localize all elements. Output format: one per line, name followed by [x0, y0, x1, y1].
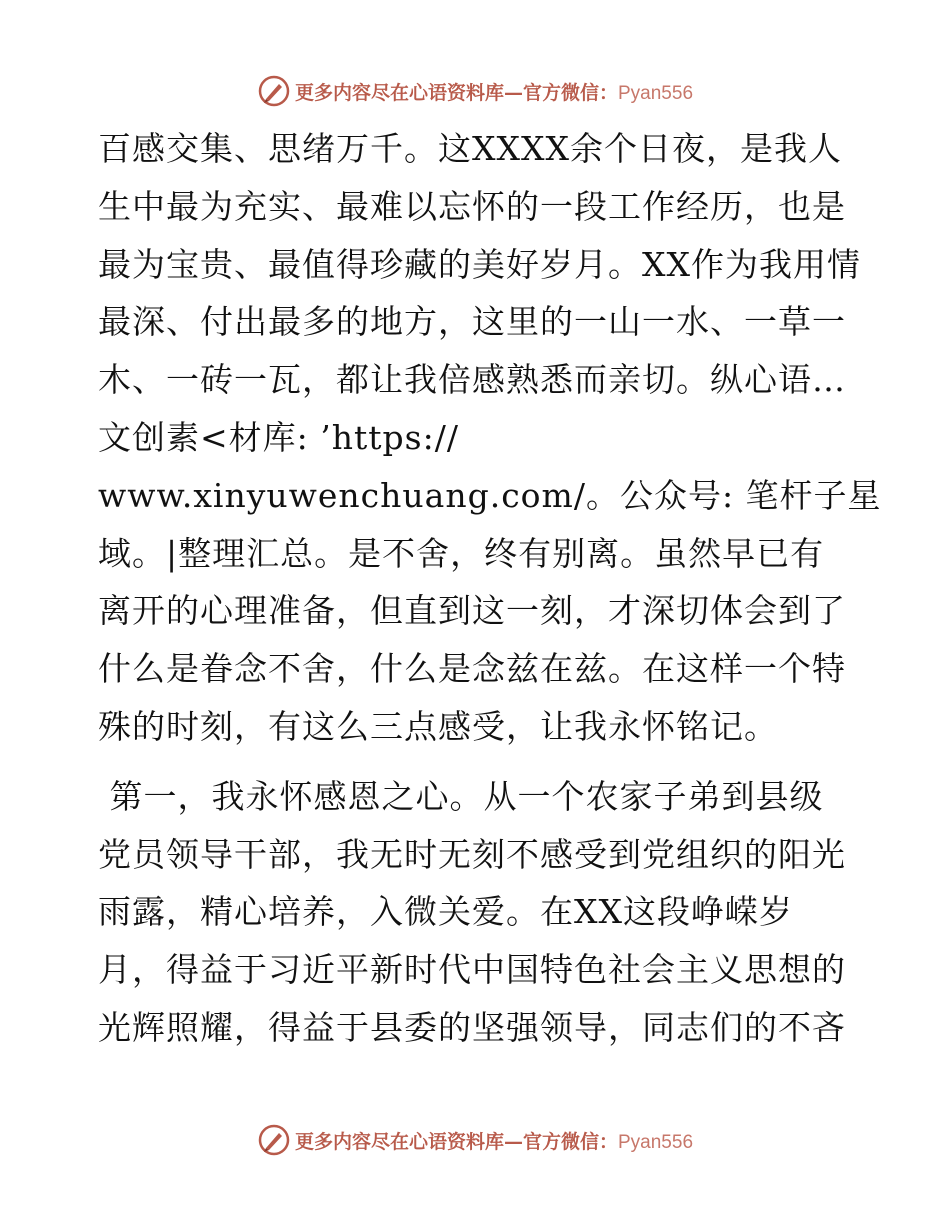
text-line: 第一，我永怀感恩之心。从一个农家子弟到县级 [98, 776, 824, 816]
text-line: 最为宝贵、最值得珍藏的美好岁月。XX作为我用情 [98, 244, 861, 284]
pen-logo-icon [257, 74, 291, 108]
text-line: 光辉照耀，得益于县委的坚强领导，同志们的不吝 [98, 1007, 846, 1047]
text-line: www.xinyuwenchuang.com/。公众号: 笔杆子星 [98, 475, 882, 515]
text-line: 党员领导干部，我无时无刻不感受到党组织的阳光 [98, 834, 846, 874]
text-line: 月，得益于习近平新时代中国特色社会主义思想的 [98, 950, 846, 990]
text-line: 离开的心理准备，但直到这一刻，才深切体会到了 [98, 591, 846, 631]
paragraph [98, 768, 858, 1057]
paragraph [98, 120, 882, 756]
text-line: 雨露，精心培养，入微关爱。在XX这段峥嵘岁 [98, 892, 793, 932]
watermark-text: 更多内容尽在心语资料库—官方微信：Pyan556 [294, 1130, 694, 1153]
text-line: 域。|整理汇总。是不舍，终有别离。虽然早已有 [98, 533, 825, 573]
text-line: 最深、付出最多的地方，这里的一山一水、一草一 [98, 302, 846, 342]
header-watermark [0, 71, 950, 111]
document-body [98, 120, 882, 1057]
paragraph-gap [98, 756, 858, 768]
watermark-text: 更多内容尽在心语资料库—官方微信：Pyan556 [294, 81, 694, 104]
text-line: 文创素<材库: ’https:// [98, 417, 459, 457]
text-line: 殊的时刻，有这么三点感受，让我永怀铭记。 [98, 706, 778, 746]
text-line: 百感交集、思绪万千。这XXXX余个日夜，是我人 [98, 129, 842, 168]
text-line: 什么是眷念不舍，什么是念兹在兹。在这样一个特 [98, 649, 846, 689]
pen-logo-icon [257, 1123, 291, 1157]
footer-watermark [0, 1120, 950, 1160]
text-line: 生中最为充实、最难以忘怀的一段工作经历，也是 [98, 186, 846, 226]
text-line: 木、一砖一瓦，都让我倍感熟悉而亲切。纵心语… [98, 360, 846, 400]
